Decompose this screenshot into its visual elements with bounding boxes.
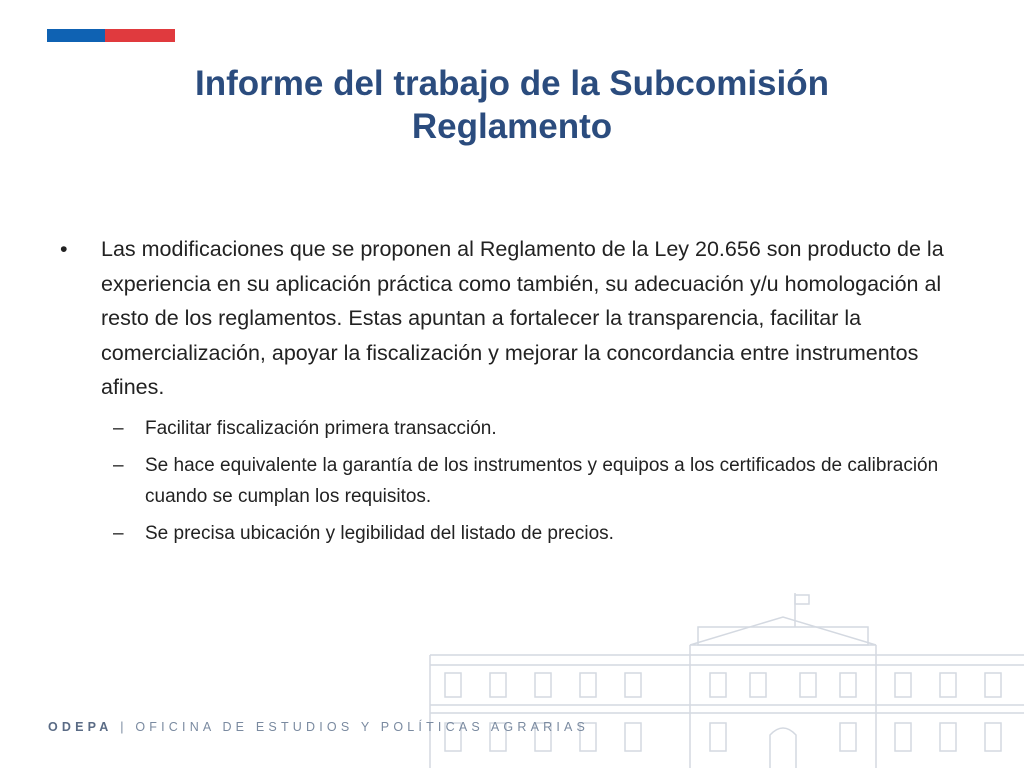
flag-red-segment: [105, 29, 175, 42]
sub-bullet-marker: –: [113, 417, 124, 439]
sub-bullet: [60, 450, 970, 512]
sub-bullet-marker: –: [113, 522, 124, 544]
flag-blue-segment: [47, 29, 105, 42]
sub-bullet: [60, 518, 970, 549]
footer-org: ODEPA: [48, 720, 113, 734]
sub-bullet-marker: –: [113, 454, 124, 476]
la-moneda-palace-watermark-icon: [420, 585, 1024, 768]
main-bullet: [60, 232, 970, 405]
slide-title: Informe del trabajo de la Subcomisión Reglamento: [195, 64, 829, 146]
sub-bullet: [60, 413, 970, 444]
footer-org-name: OFICINA DE ESTUDIOS Y POLÍTICAS AGRARIAS: [135, 720, 590, 734]
chile-flag-stripe-icon: [47, 29, 175, 42]
footer: [48, 720, 589, 734]
main-bullet-text: Las modificaciones que se proponen al Reglamento de la Ley 20.656 son producto de la experiencia en su aplicación práctica como también, su adecuación y/u homologación al resto de los reglamentos. Estas apuntan a fortalecer la transparencia, facilitar la comercialización, apoyar la fiscalización y mejorar la concordancia entre instrumentos afines.: [101, 237, 944, 399]
sub-bullet-text: Se hace equivalente la garantía de los instrumentos y equipos a los certificados de calibración cuando se cumplan los requisitos.: [145, 454, 939, 507]
slide-body: [60, 232, 970, 555]
sub-bullet-text: Facilitar fiscalización primera transacción.: [145, 417, 497, 439]
footer-separator: |: [120, 720, 128, 734]
sub-bullet-text: Se precisa ubicación y legibilidad del listado de precios.: [145, 522, 614, 544]
bullet-marker: •: [60, 237, 68, 261]
